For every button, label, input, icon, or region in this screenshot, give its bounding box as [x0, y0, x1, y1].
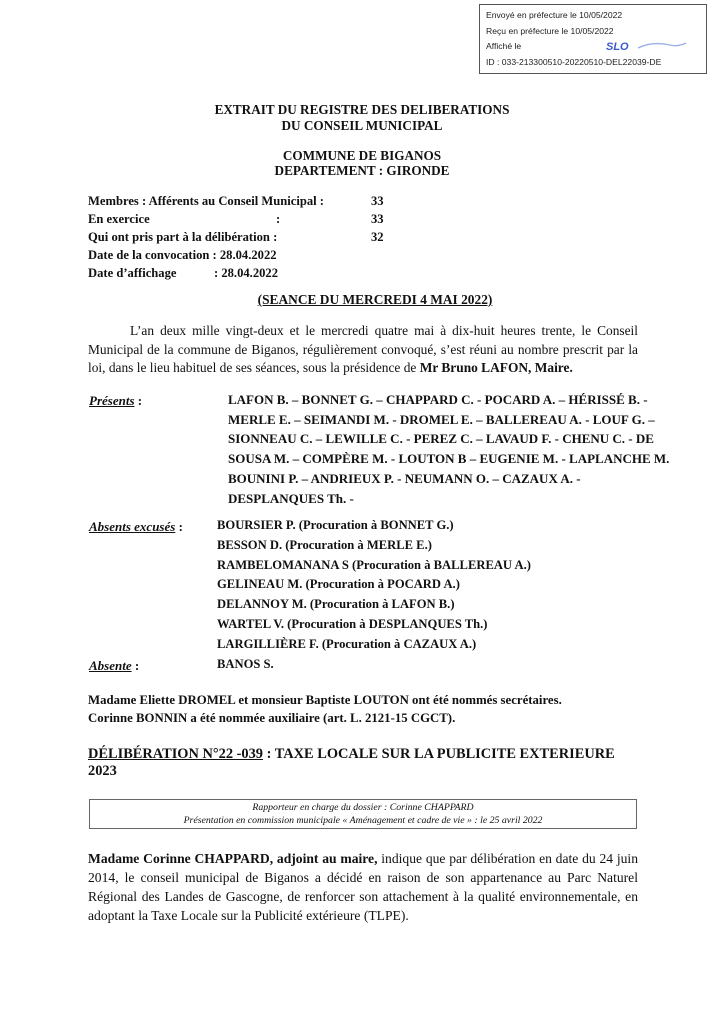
presents-line: SIONNEAU C. – LEWILLE C. - PEREZ C. – LAVAUD F. - CHENU C. - DE [228, 431, 654, 447]
register-title: EXTRAIT DU REGISTRE DES DELIBERATIONS [214, 102, 510, 117]
commune-name: COMMUNE DE BIGANOS [282, 148, 442, 163]
members-row-votants [88, 228, 408, 246]
rapporteur-line: Rapporteur en charge du dossier : Corinne CHAPPARD [252, 802, 474, 813]
prefecture-stamp [479, 4, 707, 74]
presents-label-group [89, 392, 142, 410]
members-label: Date d’affichage [88, 266, 177, 280]
stamp-line-sent: Envoyé en préfecture le 10/05/2022 [486, 10, 623, 20]
deliberation-year: 2023 [88, 763, 117, 779]
absent-line: LARGILLIÈRE F. (Procuration à CAZAUX A.) [217, 636, 477, 651]
members-value: 32 [371, 230, 384, 244]
presents-label: Présents [89, 393, 135, 408]
seance-title: (SEANCE DU MERCREDI 4 MAI 2022) [257, 292, 493, 307]
commission-line: Présentation en commission municipale « Aménagement et cadre de vie » : le 25 avril 2022 [183, 814, 543, 826]
stamp-line-id: ID : 033-213300510-20220510-DEL22039-DE [486, 56, 662, 67]
members-row-affichage [88, 264, 408, 282]
intro-text: L’an deux mille vingt-deux et le mercredi quatre mai à dix-huit heures trente, le Conseil Municipal de la commune de Biganos, régulièrement convoqué, s’est réuni au nombre prescrit par la loi, dans le lieu habituel de ses séances, sous la présidence de [88, 323, 638, 375]
deliberation-number: DÉLIBÉRATION N°22 -039 [88, 746, 263, 762]
absents-list [217, 516, 531, 655]
members-value: 33 [371, 212, 384, 226]
presents-line: DESPLANQUES Th. - [228, 490, 354, 506]
deliberation-title [88, 746, 648, 780]
absente-colon: : [134, 658, 140, 673]
body-text: indique que par délibération en date du 24 juin 2014, le conseil municipal de Biganos a décidé en raison de son appartenance au Parc Naturel Régional des Landes de Gascogne, de renforcer son attachement à la qualité environnementale, en adoptant la Taxe Locale sur la Publicité extérieure (TLPE). [88, 851, 638, 923]
absent-line: GELINEAU M. (Procuration à POCARD A.) [217, 577, 460, 592]
absente-label-group [89, 657, 139, 675]
members-colon: : 28.04.2022 [214, 266, 279, 280]
stamp-line-displayed: Affiché le [486, 41, 522, 51]
body-lead: Madame Corinne CHAPPARD, adjoint au maire, [88, 851, 378, 866]
absent-line: BESSON D. (Procuration à MERLE E.) [217, 537, 432, 552]
auxiliaire-line: Corinne BONNIN a été nommée auxiliaire (art. L. 2121-15 CGCT). [88, 711, 456, 725]
rapporteur-box [89, 799, 637, 829]
members-block [88, 192, 408, 282]
members-label: Qui ont pris part à la délibération : [88, 230, 278, 244]
secretaires-line: Madame Eliette DROMEL et monsieur Baptiste LOUTON ont été nommés secrétaires. [88, 693, 562, 707]
members-colon: : [276, 212, 281, 226]
absent-line: BOURSIER P. (Procuration à BONNET G.) [217, 518, 454, 532]
presents-line: MERLE E. – SEIMANDI M. - DROMEL E. – BALLEREAU A. - LOUF G. – [228, 411, 655, 427]
presents-list [228, 390, 669, 508]
members-row-afferents [88, 192, 408, 210]
absente-name: BANOS S. [217, 657, 274, 671]
presents-line: BOUNINI P. – ANDRIEUX P. - NEUMANN O. – CAZAUX A. - [228, 470, 581, 486]
stamp-line-received: Reçu en préfecture le 10/05/2022 [486, 25, 614, 36]
members-label: En exercice [88, 212, 150, 226]
body-paragraph [88, 849, 638, 925]
council-title: DU CONSEIL MUNICIPAL [281, 118, 443, 133]
presents-line: LAFON B. – BONNET G. – CHAPPARD C. - POCARD A. – HÉRISSÉ B. - [228, 392, 648, 407]
absents-label: Absents excusés [89, 519, 176, 534]
members-label: Membres : Afférents au Conseil Municipal : [88, 194, 324, 208]
slo-logo [600, 39, 690, 53]
absent-line: RAMBELOMANANA S (Procuration à BALLEREAU A.) [217, 557, 531, 572]
presents-line: SOUSA M. – COMPÈRE M. - LOUTON B – EUGENIE M. - LAPLANCHE M. [228, 451, 670, 467]
presents-colon: : [137, 393, 143, 408]
absent-line: DELANNOY M. (Procuration à LAFON B.) [217, 597, 455, 612]
president-name: Mr Bruno LAFON, Maire. [419, 360, 573, 375]
intro-paragraph [88, 322, 638, 378]
secretaires-block [88, 691, 562, 727]
slo-logo-text: SLO [606, 41, 629, 53]
members-label: Date de la convocation : 28.04.2022 [88, 248, 277, 262]
deliberation-subject: : TAXE LOCALE SUR LA PUBLICITE EXTERIEURE [263, 746, 615, 762]
absente-label: Absente [89, 658, 132, 673]
members-row-exercice [88, 210, 408, 228]
members-value: 33 [371, 194, 384, 208]
members-row-convocation [88, 246, 408, 264]
absent-line: WARTEL V. (Procuration à DESPLANQUES Th.) [217, 616, 488, 631]
departement-name: DEPARTEMENT : GIRONDE [274, 163, 450, 178]
absents-label-group [89, 518, 183, 536]
absents-colon: : [178, 519, 183, 534]
